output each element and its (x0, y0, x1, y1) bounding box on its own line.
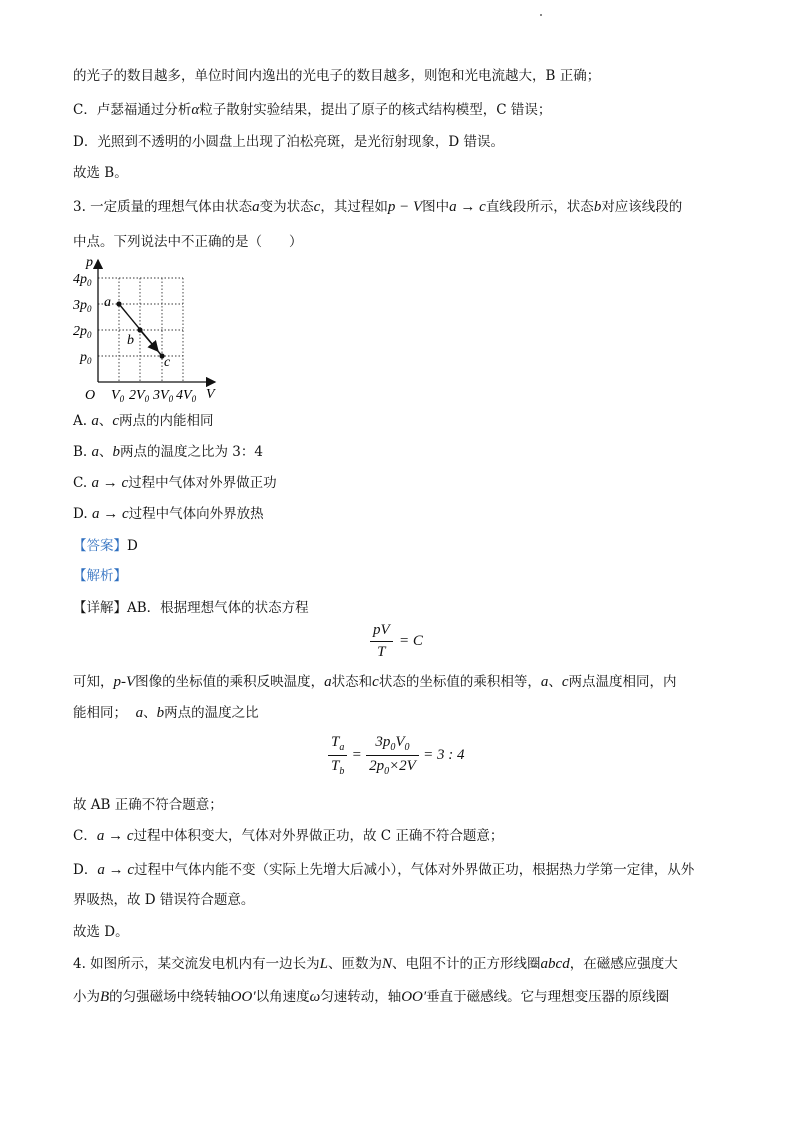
derivation-line2: 能相同； a、b两点的温度之比 (73, 705, 259, 721)
process-arrow (140, 330, 158, 351)
label-a: a (104, 295, 111, 310)
detail-intro: 【详解】AB．根据理想气体的状态方程 (73, 600, 309, 616)
question-4-stem-line2: 小为B的匀强磁场中绕转轴OO′以角速度ω匀速转动，轴OO′垂直于磁感线。它与理想变压器的原线圈 (73, 989, 670, 1005)
conclusion-c: C．a → c过程中体积变大，气体对外界做正功，故 C 正确不符合题意； (73, 828, 504, 844)
question-3-stem: 3. 一定质量的理想气体由状态a变为状态c，其过程如p − V图中a → c直线段所示，状态b对应该线段的 (73, 199, 683, 215)
conclusion-d-line2: 界吸热，故 D 错误符合题意。 (73, 892, 255, 908)
origin-label: O (85, 388, 96, 402)
choose-answer-q3: 故选 D。 (73, 924, 129, 940)
option-d: D. a → c过程中气体向外界放热 (73, 506, 264, 522)
label-c: c (164, 355, 171, 370)
conclusion-ab: 故 AB 正确不符合题意； (73, 797, 223, 813)
option-a: A. a、c两点的内能相同 (73, 413, 214, 429)
x-tick-v0: $V_0$ (111, 388, 125, 402)
scan-dot (540, 14, 542, 16)
point-a (116, 301, 121, 306)
option-d-explanation: D．光照到不透明的小圆盘上出现了泊松亮斑，是光衍射现象，D 错误。 (73, 134, 504, 150)
x-tick-4v0: $4V_0$ (176, 388, 197, 402)
option-c-explanation: C．卢瑟福通过分析α粒子散射实验结果，提出了原子的核式结构模型，C 错误； (73, 102, 552, 118)
x-tick-2v0: $2V_0$ (129, 388, 150, 402)
y-tick-p0: $p_0$ (80, 350, 92, 366)
y-tick-3p0: $3p_0$ (73, 298, 92, 314)
equation-state: $\frac{pV}{T}$ = C (370, 622, 423, 661)
derivation-line1: 可知，p-V图像的坐标值的乘积反映温度，a状态和c状态的坐标值的乘积相等，a、c两点温度相同，内 (73, 674, 677, 690)
label-b: b (127, 333, 134, 348)
x-tick-3v0: $3V_0$ (153, 388, 174, 402)
answer-line: 【答案】D (73, 538, 138, 554)
y-tick-4p0: $4p_0$ (73, 272, 92, 288)
y-tick-2p0: $2p_0$ (73, 324, 92, 340)
option-c: C. a → c过程中气体对外界做正功 (73, 475, 277, 491)
paragraph-continued: 的光子的数目越多，单位时间内逸出的光电子的数目越多，则饱和光电流越大，B 正确； (73, 68, 601, 84)
option-b: B. a、b两点的温度之比为 3：4 (73, 444, 263, 460)
p-axis-label: p (86, 255, 93, 270)
question-4-stem: 4. 如图所示，某交流发电机内有一边长为L、匝数为N、电阻不计的正方形线圈abcd，在磁感应强度大 (73, 956, 678, 972)
analysis-heading: 【解析】 (73, 568, 127, 584)
question-3-stem-line2: 中点。下列说法中不正确的是（ ） (73, 234, 303, 250)
v-axis-label: V (206, 387, 215, 402)
pv-diagram (70, 252, 230, 402)
point-b (137, 327, 142, 332)
choose-answer-q2: 故选 B。 (73, 165, 128, 181)
equation-temperature-ratio: $\frac{T_a}{T_b}$ = $\frac{3p_0V_0}{2p_0\times 2V}$ = 3 : 4 (328, 734, 465, 777)
conclusion-d: D．a → c过程中气体内能不变（实际上先增大后减小），气体对外界做正功，根据热力学第一定律，从外 (73, 862, 695, 878)
